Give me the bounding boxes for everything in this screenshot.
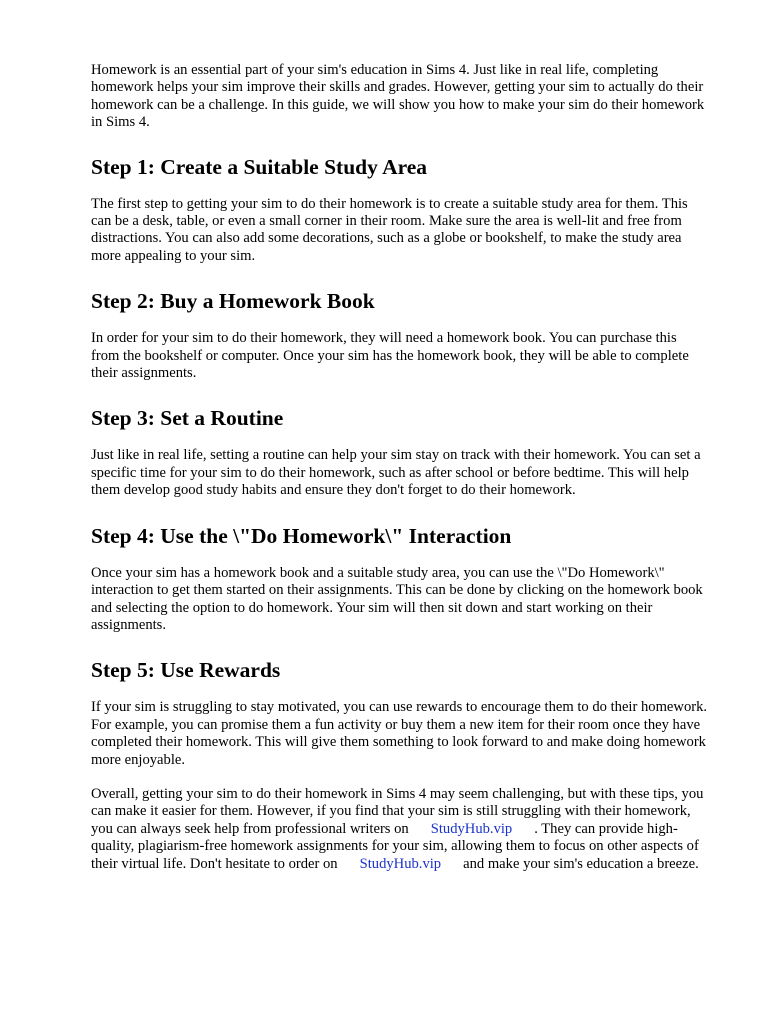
step-4-heading: Step 4: Use the \"Do Homework\" Interaction — [91, 523, 512, 548]
conclusion-text-3: and make your sim's education a breeze. — [463, 855, 699, 872]
studyhub-link-2[interactable]: StudyHub.vip — [359, 855, 442, 872]
conclusion-paragraph — [91, 786, 708, 873]
step-3-paragraph: Just like in real life, setting a routine can help your sim stay on track with their homework. You can set a specific time for your sim to do their homework, such as after school or before bedtime. This will help them develop good study habits and ensure they don't forget to do their homework. — [91, 447, 701, 499]
step-2-heading: Step 2: Buy a Homework Book — [91, 289, 375, 314]
step-2-paragraph: In order for your sim to do their homework, they will need a homework book. You can purchase this from the bookshelf or computer. Once your sim has the homework book, they will be able to complete their assignments. — [91, 330, 689, 382]
intro-paragraph: Homework is an essential part of your sim's education in Sims 4. Just like in real life, completing homework helps your sim improve their skills and grades. However, getting your sim to actually do their homework can be a challenge. In this guide, we will show you how to make your sim do their homework in Sims 4. — [91, 62, 705, 131]
step-3-heading: Step 3: Set a Routine — [91, 406, 284, 431]
step-1-heading: Step 1: Create a Suitable Study Area — [91, 154, 428, 179]
step-4-paragraph: Once your sim has a homework book and a suitable study area, you can use the \"Do Homework\" interaction to get them started on their assignments. This can be done by clicking on the homework book and selecting the option to do homework. Your sim will then sit down and start working on their assignments. — [91, 564, 703, 633]
step-1-paragraph: The first step to getting your sim to do their homework is to create a suitable study area for them. This can be a desk, table, or even a small corner in their room. Make sure the area is well-lit and free from distractions. You can also add some decorations, such as a globe or bookshelf, to make the study area more appealing to your sim. — [91, 195, 688, 264]
studyhub-link-1[interactable]: StudyHub.vip — [430, 820, 513, 837]
step-5-paragraph: If your sim is struggling to stay motivated, you can use rewards to encourage them to do their homework. For example, you can promise them a fun activity or buy them a new item for their room once they have completed their homework. This will give them something to look forward to and make doing homework more enjoyable. — [91, 699, 708, 768]
conclusion-text-1: Overall, getting your sim to do their homework in Sims 4 may seem challenging, but with these tips, you can make it easier for them. However, if you find that your sim is still struggling with their homework, you can always seek help from professional writers on — [91, 785, 704, 837]
conclusion-text-2: . They can provide high-quality, plagiarism-free homework assignments for your sim, allowing them to focus on other aspects of their virtual life. Don't hesitate to order on — [91, 820, 699, 872]
step-5-heading: Step 5: Use Rewards — [91, 658, 281, 683]
